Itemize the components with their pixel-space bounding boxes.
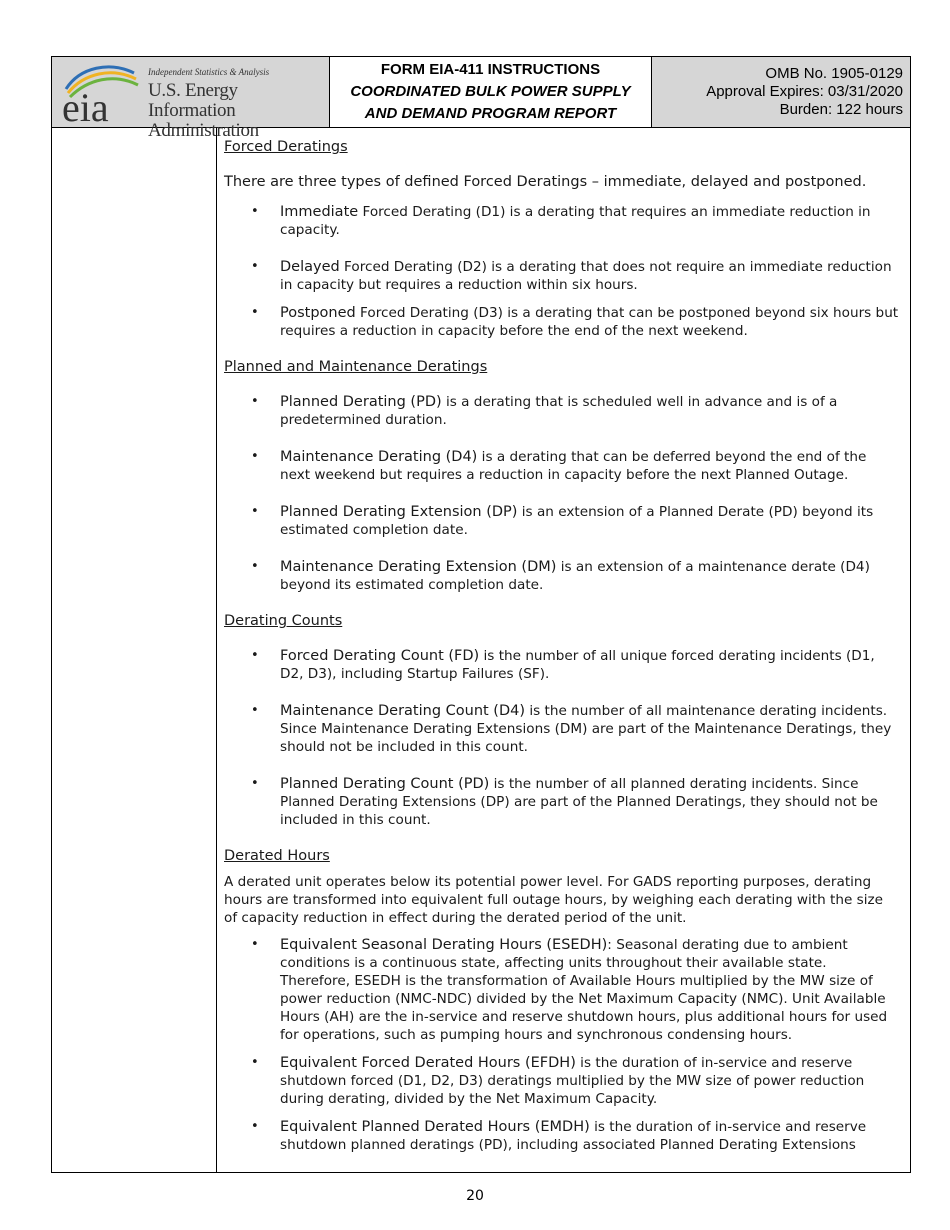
item-text: is the duration of in-service and reserve shutdown planned deratings (PD), including associated Planned Derating Extensions: [280, 1119, 867, 1153]
section-heading-forced: Forced Deratings: [224, 139, 348, 155]
list-item: [224, 448, 900, 484]
item-term: Immediate: [280, 204, 359, 220]
item-text: is the number of all unique forced derating incidents (D1, D2, D3), including Startup Failures (SF).: [280, 648, 875, 682]
eia-agency-line2: Administration: [148, 120, 259, 141]
item-term: Forced Derating Count (FD): [280, 648, 480, 664]
item-text: is a derating that is scheduled well in advance and is of a predetermined duration.: [280, 394, 838, 428]
section-heading-hours: Derated Hours: [224, 848, 330, 864]
list-item: [224, 1118, 900, 1154]
list-item: [224, 503, 900, 539]
item-text: Forced Derating (D2) is a derating that does not require an immediate reduction in capacity but requires a reduction within six hours.: [280, 259, 892, 293]
form-title-block: [330, 57, 652, 127]
eia-mark-text: eia: [62, 85, 109, 125]
item-term: Equivalent Forced Derated Hours (EFDH): [280, 1055, 576, 1071]
eia-logo: [52, 57, 330, 141]
forced-intro: There are three types of defined Forced Deratings – immediate, delayed and postponed.: [224, 174, 867, 190]
list-item: [224, 647, 900, 683]
form-title: FORM EIA-411 INSTRUCTIONS: [380, 61, 601, 78]
item-text: is the duration of in-service and reserve shutdown forced (D1, D2, D3) deratings multiplied by the MW size of power reduction during derating, divided by the Net Maximum Capacity.: [280, 1055, 865, 1107]
counts-list: [224, 647, 900, 829]
item-text: is the number of all planned derating incidents. Since Planned Derating Extensions (DP) are part of the Planned Deratings, they should not be included in this count.: [280, 776, 878, 828]
burden-hours: Burden: 122 hours: [779, 101, 903, 118]
list-item: [224, 936, 900, 1044]
omb-block: [652, 57, 910, 127]
section-heading-planned: Planned and Maintenance Deratings: [224, 359, 488, 375]
item-text: Forced Derating (D3) is a derating that can be postponed beyond six hours but requires a reduction in capacity before the end of the next weekend.: [280, 305, 899, 339]
item-term: Maintenance Derating Extension (DM): [280, 559, 557, 575]
column-divider: [216, 128, 217, 1172]
item-text: is a derating that can be deferred beyond the end of the next weekend but requires a reduction in capacity before the next Planned Outage.: [280, 449, 867, 483]
omb-number: OMB No. 1905-0129: [765, 65, 903, 82]
list-item: [224, 258, 900, 294]
list-item: [224, 304, 900, 340]
item-text: Forced Derating (D1) is a derating that requires an immediate reduction in capacity.: [280, 204, 871, 238]
form-subtitle-line2: AND DEMAND PROGRAM REPORT: [364, 105, 617, 122]
list-item: [224, 203, 900, 239]
form-subtitle-line1: COORDINATED BULK POWER SUPPLY: [350, 83, 631, 100]
item-term: Planned Derating Count (PD): [280, 776, 490, 792]
item-term: Equivalent Seasonal Derating Hours (ESEDH): [280, 937, 608, 953]
list-item: [224, 775, 900, 829]
eia-tagline: Independent Statistics & Analysis: [148, 67, 270, 77]
form-header: [51, 56, 911, 141]
item-term: Equivalent Planned Derated Hours (EMDH): [280, 1119, 590, 1135]
item-term: Maintenance Derating Count (D4): [280, 703, 526, 719]
eia-agency-line1: U.S. Energy Information: [148, 80, 238, 121]
item-term: Planned Derating Extension (DP): [280, 504, 518, 520]
eia-swoosh-icon: [58, 59, 144, 125]
list-item: [224, 558, 900, 594]
item-text: is an extension of a maintenance derate (D4) beyond its estimated completion date.: [280, 559, 870, 593]
section-heading-counts: Derating Counts: [224, 613, 343, 629]
list-item: [224, 702, 900, 756]
page-number: 20: [466, 1188, 484, 1204]
approval-expires: Approval Expires: 03/31/2020: [706, 83, 903, 100]
list-item: [224, 1054, 900, 1108]
item-term: Delayed: [280, 259, 340, 275]
item-term: Maintenance Derating (D4): [280, 449, 478, 465]
planned-list: [224, 393, 900, 594]
hours-list: [224, 936, 900, 1154]
item-term: Postponed: [280, 305, 356, 321]
hours-intro: A derated unit operates below its potential power level. For GADS reporting purposes, derating hours are transformed into equivalent full outage hours, by weighing each derating with the size of capacity reduction in effect during the derated period of the unit.: [224, 874, 884, 926]
content-column: [224, 137, 900, 1154]
item-term: Planned Derating (PD): [280, 394, 442, 410]
list-item: [224, 393, 900, 429]
item-text: : Seasonal derating due to ambient conditions is a continuous state, affecting units throughout their available state. Therefore, ESEDH is the transformation of Available Hours multiplied by the MW size of power reduction (NMC-NDC) divided by the Net Maximum Capacity (NMC). Unit Available Hours (AH) are the in-service and reserve shutdown hours, plus additional hours for used for operations, such as pumping hours and synchronous condensing hours.: [280, 937, 888, 1043]
item-text: is an extension of a Planned Derate (PD) beyond its estimated completion date.: [280, 504, 874, 538]
forced-list: [224, 203, 900, 340]
item-text: is the number of all maintenance derating incidents. Since Maintenance Derating Extensions (DM) are part of the Maintenance Deratings, they should not be included in this count.: [280, 703, 892, 755]
